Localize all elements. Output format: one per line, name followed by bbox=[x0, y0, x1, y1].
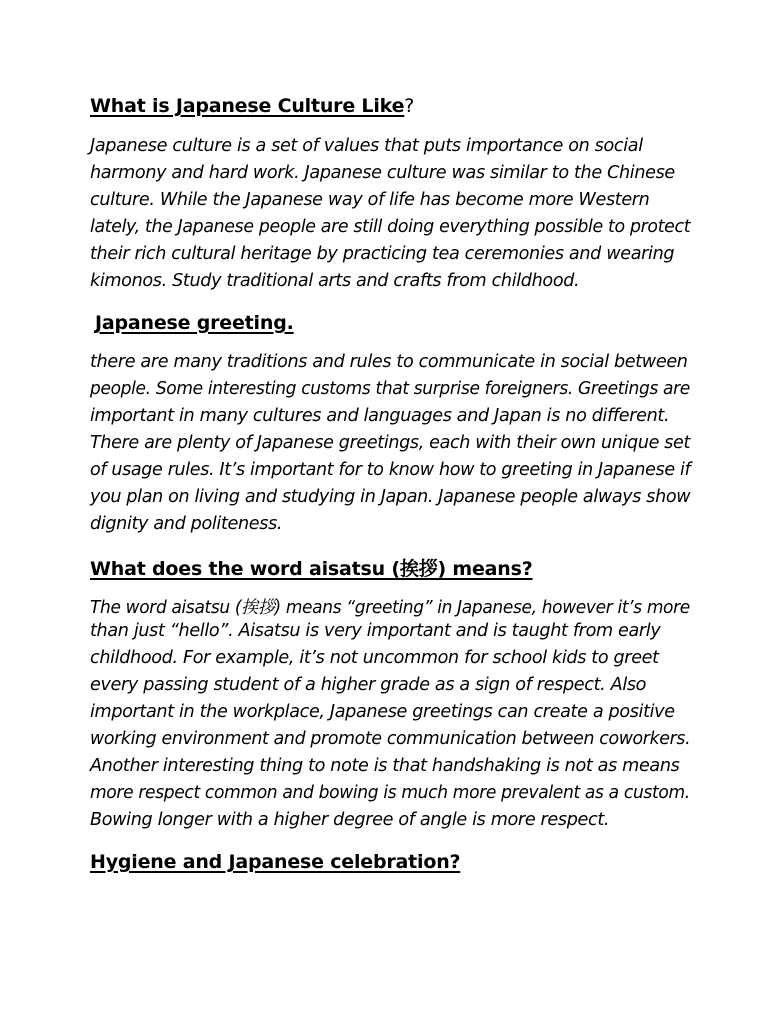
text-line: than just “hello”. Aisatsu is very important and is taught from early bbox=[90, 621, 661, 641]
text-line: every passing student of a higher grade as a sign of respect. Also bbox=[90, 675, 647, 695]
text-line: people. Some interesting customs that surprise foreigners. Greetings are bbox=[90, 379, 690, 399]
text-line: lately, the Japanese people are still doing everything possible to protect bbox=[90, 217, 691, 237]
heading-aisatsu: What does the word aisatsu (挨拶) means? bbox=[90, 558, 533, 580]
text-line: important in many cultures and languages and Japan is no different. bbox=[90, 406, 670, 426]
text-line: harmony and hard work. Japanese culture was similar to the Chinese bbox=[90, 163, 675, 183]
text-line: culture. While the Japanese way of life has become more Western bbox=[90, 190, 650, 210]
text-line: The word aisatsu (挨拶) means “greeting” in Japanese, however it’s more bbox=[90, 598, 690, 618]
text-line: working environment and promote communication between coworkers. bbox=[90, 729, 691, 749]
heading-japanese-culture: What is Japanese Culture Like? bbox=[90, 95, 415, 117]
text-line: you plan on living and studying in Japan. Japanese people always show bbox=[90, 487, 691, 507]
text-line: more respect common and bowing is much more prevalent as a custom. bbox=[90, 783, 690, 803]
text-line: childhood. For example, it’s not uncommon for school kids to greet bbox=[90, 648, 659, 668]
heading-japanese-greeting: Japanese greeting. bbox=[95, 312, 294, 334]
text-line: important in the workplace, Japanese greetings can create a positive bbox=[90, 702, 675, 722]
text-line: there are many traditions and rules to communicate in social between bbox=[90, 352, 688, 372]
text-line: Japanese culture is a set of values that puts importance on social bbox=[90, 136, 643, 156]
text-line: their rich cultural heritage by practicing tea ceremonies and wearing bbox=[90, 244, 675, 264]
text-line: Bowing longer with a higher degree of angle is more respect. bbox=[90, 810, 610, 830]
heading-hygiene-celebration: Hygiene and Japanese celebration? bbox=[90, 851, 461, 873]
text-line: of usage rules. It’s important for to know how to greeting in Japanese if bbox=[90, 460, 691, 480]
text-line: There are plenty of Japanese greetings, each with their own unique set bbox=[90, 433, 691, 453]
text-line: dignity and politeness. bbox=[90, 514, 283, 534]
text-line: Another interesting thing to note is that handshaking is not as means bbox=[90, 756, 680, 776]
text-line: kimonos. Study traditional arts and crafts from childhood. bbox=[90, 271, 580, 291]
